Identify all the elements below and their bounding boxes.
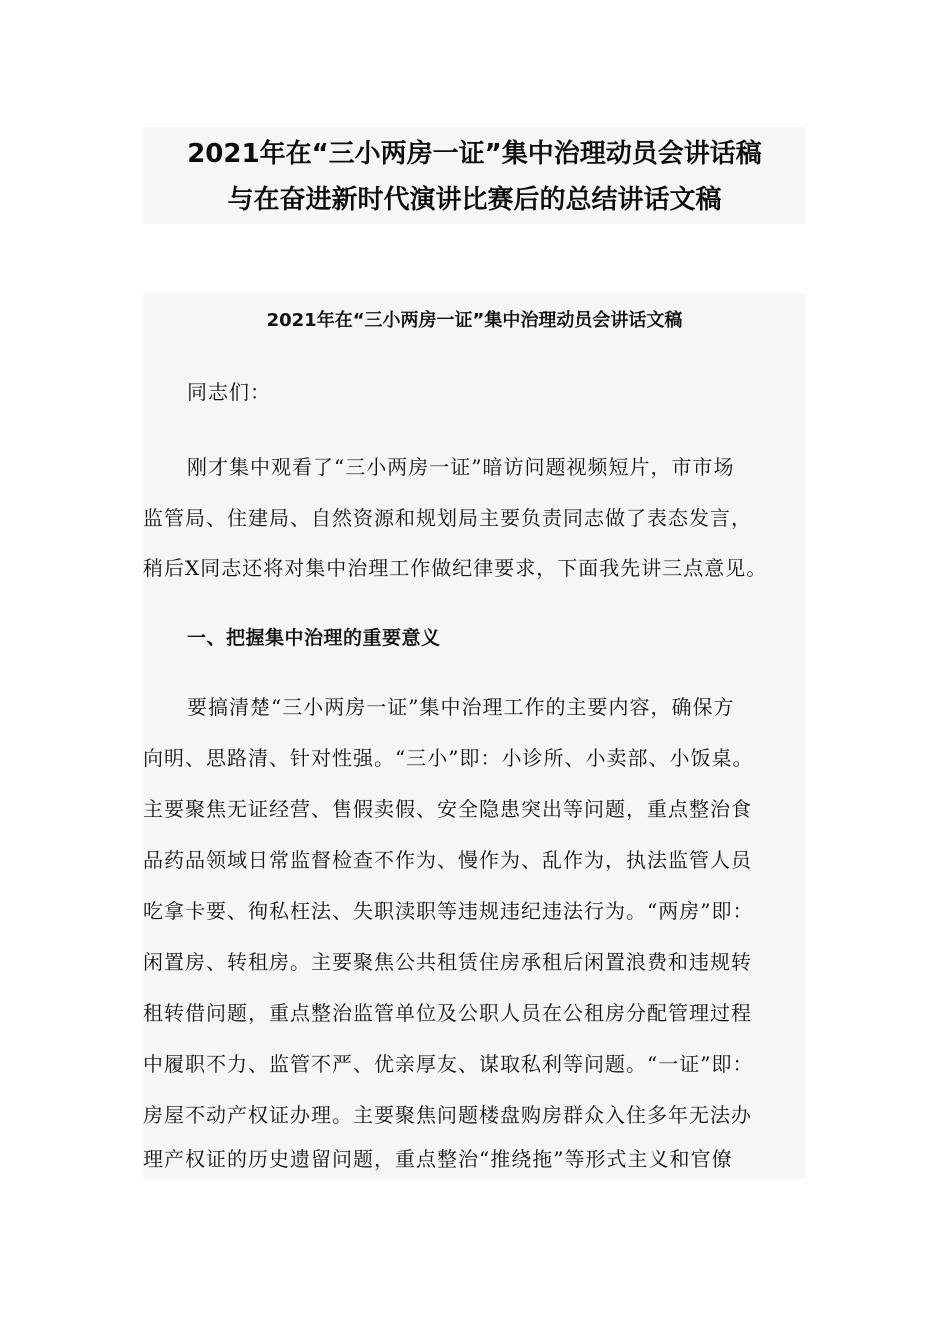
document-title-line-1: 2021年在“三小两房一证”集中治理动员会讲话稿: [187, 139, 762, 169]
paragraph-line: 刚才集中观看了“三小两房一证”暗访问题视频短片，市市场: [187, 455, 735, 479]
paragraph-line: 理产权证的历史遗留问题，重点整治“推绕拖”等形式主义和官僚: [143, 1147, 733, 1171]
document-title-line-2: 与在奋进新时代演讲比赛后的总结讲话文稿: [227, 185, 722, 215]
salutation: 同志们：: [187, 380, 271, 404]
document-body: [143, 293, 806, 1179]
paragraph-line: 品药品领域日常监督检查不作为、慢作为、乱作为，执法监管人员: [143, 848, 752, 872]
paragraph-line: 闲置房、转租房。主要聚焦公共租赁住房承租后闲置浪费和违规转: [143, 950, 752, 974]
paragraph-line: 租转借问题，重点整治监管单位及公职人员在公租房分配管理过程: [143, 1001, 752, 1025]
paragraph-line: 中履职不力、监管不严、优亲厚友、谋取私利等问题。“一证”即：: [143, 1052, 754, 1076]
paragraph-line: 稍后X同志还将对集中治理工作做纪律要求，下面我先讲三点意见。: [143, 556, 768, 580]
paragraph-line: 要搞清楚“三小两房一证”集中治理工作的主要内容，确保方: [187, 695, 735, 719]
paragraph-line: 房屋不动产权证办理。主要聚焦问题楼盘购房群众入住多年无法办: [143, 1103, 752, 1127]
section-heading: 一、把握集中治理的重要意义: [187, 627, 441, 649]
paragraph-line: 监管局、住建局、自然资源和规划局主要负责同志做了表态发言，: [143, 506, 752, 530]
speech-title: 2021年在“三小两房一证”集中治理动员会讲话文稿: [266, 310, 683, 331]
paragraph-line: 吃拿卡要、徇私枉法、失职渎职等违规违纪违法行为。“两房”即：: [143, 899, 754, 923]
paragraph-line: 向明、思路清、针对性强。“三小”即：小诊所、小卖部、小饭桌。: [143, 746, 754, 770]
document-title-block: [143, 127, 806, 224]
paragraph-line: 主要聚焦无证经营、售假卖假、安全隐患突出等问题，重点整治食: [143, 797, 752, 821]
